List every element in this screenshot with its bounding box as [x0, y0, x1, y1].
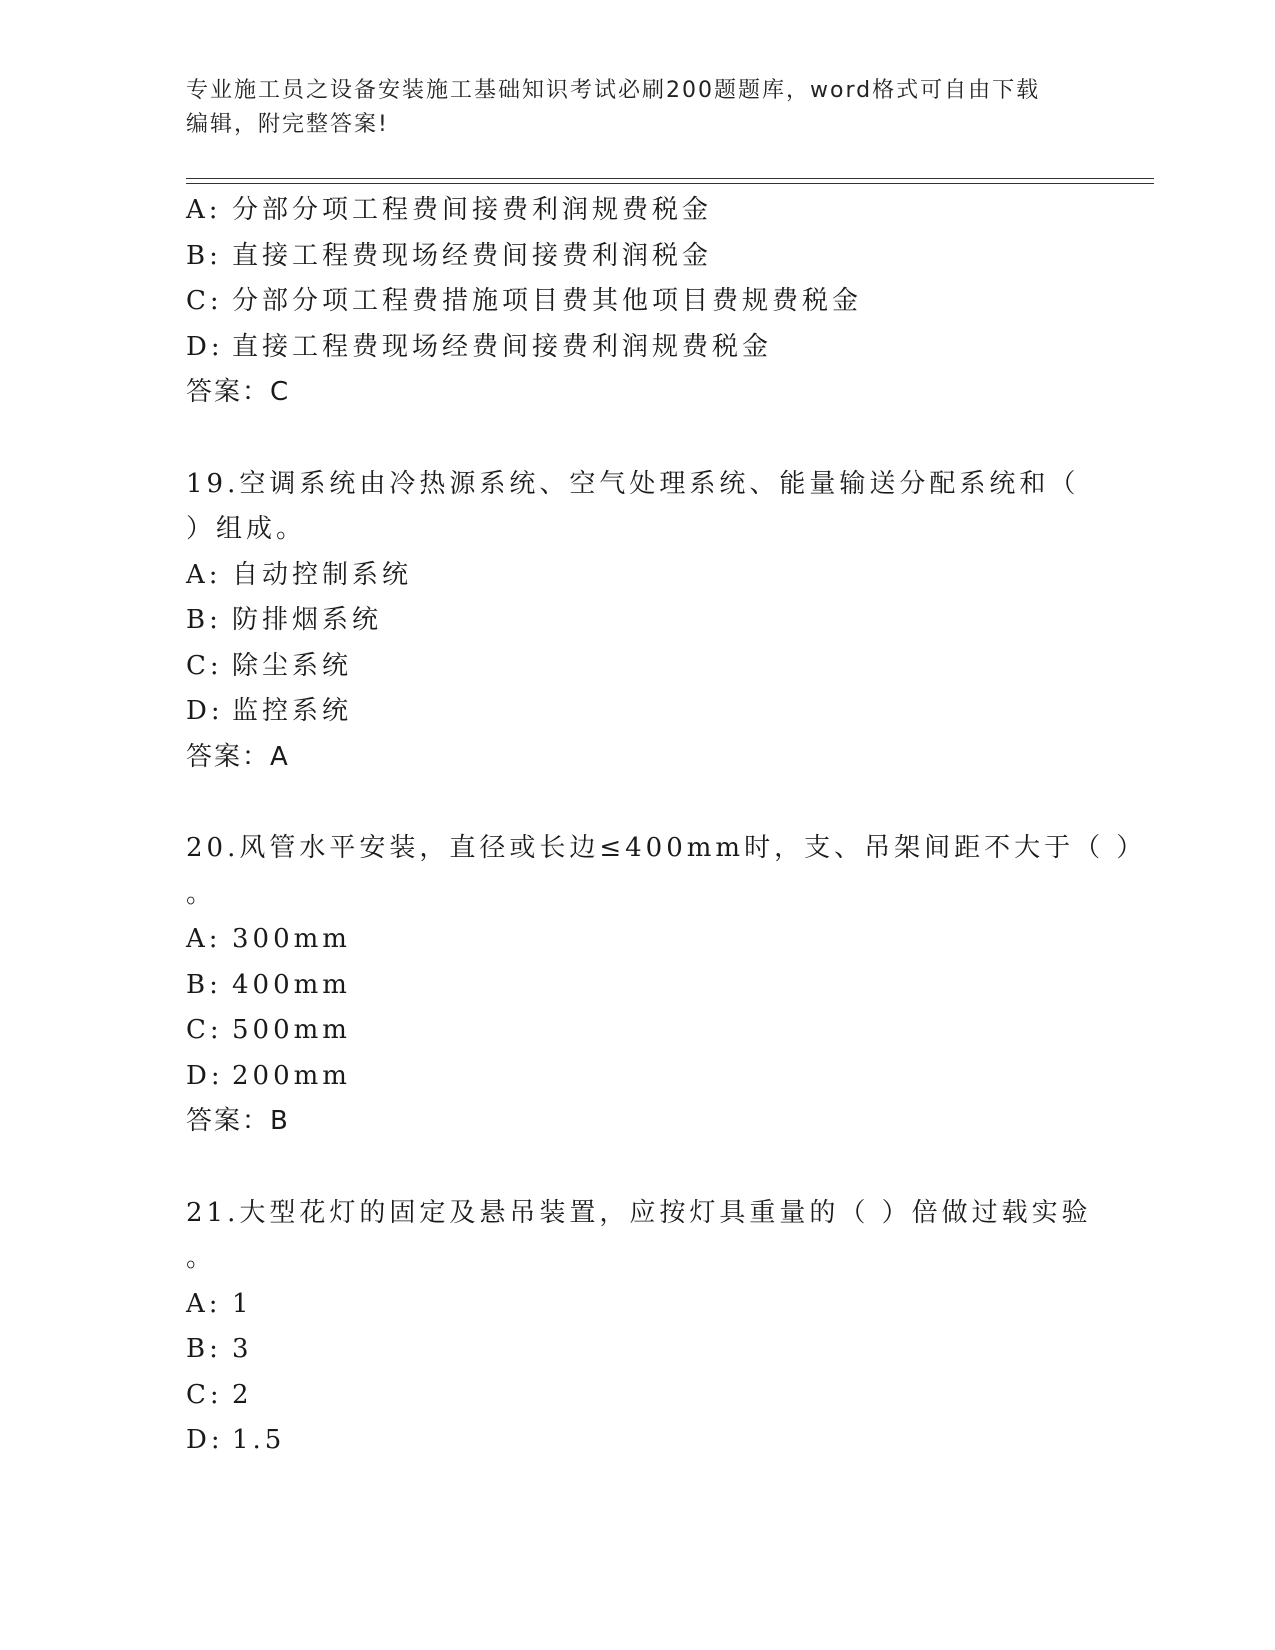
option-letter: B:	[186, 240, 222, 271]
option-d	[186, 1418, 1086, 1464]
option-a	[186, 188, 1086, 234]
option-letter: B:	[186, 1334, 222, 1364]
option-d	[186, 325, 1086, 371]
option-text: 直接工程费现场经费间接费利润税金	[232, 240, 713, 271]
question-19	[186, 462, 1086, 781]
header-line-1: 专业施工员之设备安装施工基础知识考试必刷200题题库，word格式可自由下载	[186, 78, 1041, 103]
option-text: 分部分项工程费间接费利润规费税金	[232, 195, 713, 225]
option-b	[186, 963, 1086, 1009]
document-header	[186, 74, 1086, 142]
option-b	[186, 598, 1086, 644]
option-text: 防排烟系统	[232, 605, 383, 635]
option-text: 2	[232, 1379, 253, 1410]
option-b	[186, 1327, 1086, 1373]
option-letter: D:	[186, 1060, 224, 1091]
option-a	[186, 553, 1086, 599]
question-text-line-1: 19.空调系统由冷热源系统、空气处理系统、能量输送分配系统和（	[186, 468, 1080, 499]
answer-line: 答案：C	[186, 377, 291, 407]
question-list	[186, 188, 1147, 1464]
option-text: 1	[232, 1288, 253, 1319]
question-text-line-2: 。	[186, 1243, 217, 1273]
header-divider-top	[186, 178, 1154, 179]
option-a	[186, 917, 1086, 963]
option-text: 500mm	[232, 1015, 351, 1045]
question-text-line-1: 20.风管水平安装，直径或长边≤400mm时，支、吊架间距不大于（ ）	[186, 833, 1147, 863]
option-c	[186, 1373, 1086, 1419]
option-text: 3	[232, 1334, 253, 1364]
option-text: 直接工程费现场经费间接费利润规费税金	[232, 331, 773, 362]
header-divider-bottom	[186, 183, 1154, 184]
option-letter: C:	[186, 1015, 223, 1045]
answer-line: 答案：B	[186, 1106, 290, 1136]
option-letter: A:	[186, 924, 222, 954]
option-text: 200mm	[232, 1060, 351, 1091]
option-d	[186, 1054, 1086, 1100]
question-20	[186, 826, 1147, 1145]
option-letter: C:	[186, 650, 223, 681]
option-letter: A:	[186, 559, 222, 590]
option-c	[186, 279, 1086, 325]
option-a	[186, 1282, 1086, 1328]
option-letter: C:	[186, 1379, 223, 1410]
option-letter: A:	[186, 195, 222, 225]
option-letter: D:	[186, 696, 224, 726]
option-d	[186, 689, 1086, 735]
spacer	[186, 416, 1086, 462]
option-letter: A:	[186, 1288, 222, 1319]
header-line-2: 编辑，附完整答案!	[186, 112, 389, 137]
option-text: 分部分项工程费措施项目费其他项目费规费税金	[232, 286, 863, 316]
option-text: 除尘系统	[232, 650, 353, 681]
spacer	[186, 780, 1086, 826]
question-text-line-2: 。	[186, 878, 217, 909]
question-text-line-2: ）组成。	[186, 514, 307, 544]
option-c	[186, 644, 1086, 690]
option-letter: C:	[186, 286, 223, 316]
option-letter: D:	[186, 1425, 224, 1455]
option-text: 400mm	[232, 969, 351, 1000]
answer-line: 答案：A	[186, 741, 290, 772]
option-c	[186, 1008, 1086, 1054]
spacer	[186, 1145, 1086, 1191]
question-text-line-1: 21.大型花灯的固定及悬吊装置，应按灯具重量的（ ）倍做过载实验	[186, 1197, 1092, 1228]
question-18	[186, 188, 1086, 416]
option-text: 1.5	[232, 1425, 286, 1455]
option-letter: B:	[186, 605, 222, 635]
question-21	[186, 1191, 1092, 1464]
option-text: 监控系统	[232, 696, 353, 726]
option-text: 自动控制系统	[232, 559, 413, 590]
option-letter: D:	[186, 331, 224, 362]
option-b	[186, 234, 1086, 280]
option-letter: B:	[186, 969, 222, 1000]
option-text: 300mm	[232, 924, 351, 954]
